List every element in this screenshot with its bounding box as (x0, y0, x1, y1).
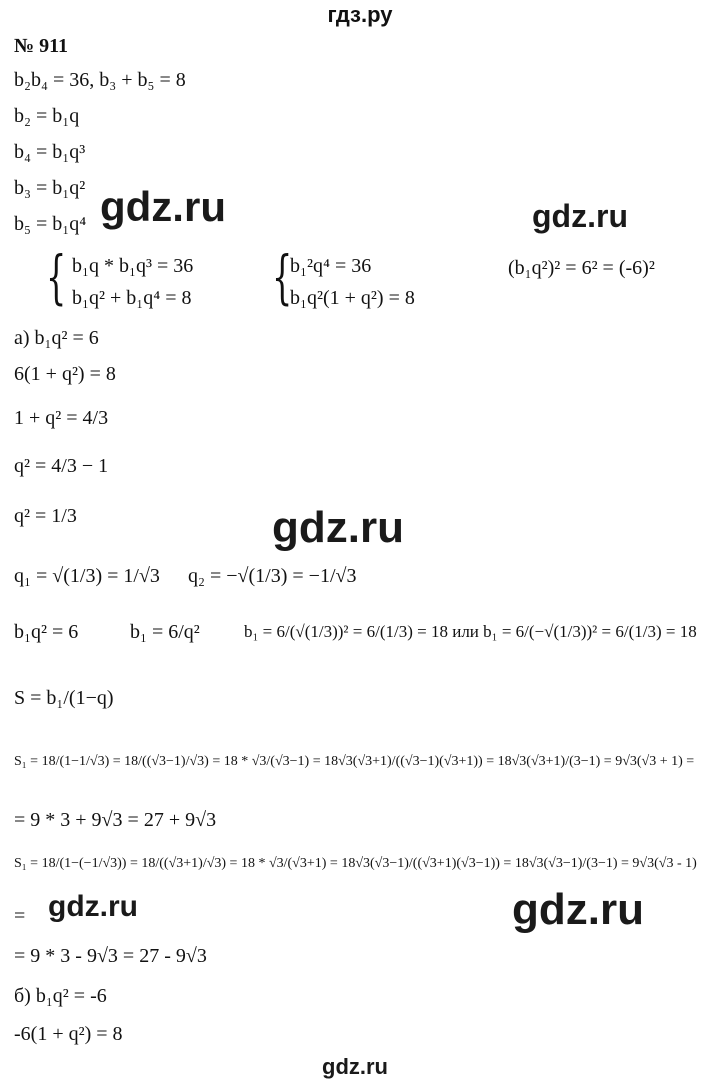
q2-line: q₂ = −√(1/3) = −1/√3 (188, 565, 357, 587)
problem-number: № 911 (14, 35, 68, 57)
b4-line: b₄ = b₁q³ (14, 141, 86, 163)
case-b-line1: б) b₁q² = -6 (14, 985, 107, 1007)
case-a-line3: 1 + q² = 4/3 (14, 407, 109, 429)
watermark: gdz.ru (532, 198, 628, 234)
b5-line: b₅ = b₁q⁴ (14, 213, 87, 235)
watermark: gdz.ru (512, 885, 644, 934)
system1-row1: b₁q * b₁q³ = 36 (72, 255, 194, 277)
system2-row1: b₁²q⁴ = 36 (290, 255, 372, 277)
q1-line: q₁ = √(1/3) = 1/√3 (14, 565, 160, 587)
site-header: гдз.ру (327, 2, 393, 27)
sum1-case-b-result: = 9 * 3 - 9√3 = 27 - 9√3 (14, 945, 207, 967)
system2-row2: b₁q²(1 + q²) = 8 (290, 287, 415, 309)
b1-line-b: b₁ = 6/q² (130, 621, 200, 643)
system1-row2: b₁q² + b₁q⁴ = 8 (72, 287, 192, 309)
sum1-case-b-eq: = (14, 905, 26, 927)
watermark: gdz.ru (100, 183, 226, 230)
square-identity: (b₁q²)² = 6² = (-6)² (508, 257, 655, 279)
case-a-line5: q² = 1/3 (14, 505, 77, 527)
system-brace-2: { (272, 243, 293, 311)
sum1-case-a-result: = 9 * 3 + 9√3 = 27 + 9√3 (14, 809, 217, 831)
system-brace-1: { (46, 243, 67, 311)
watermark: gdz.ru (272, 503, 404, 552)
sum1-case-b: S₁ = 18/(1−(−1/√3)) = 18/((√3+1)/√3) = 18 * √3/(√3+1) = 18√3(√3−1)/((√3+1)(√3−1)) = 18√3(√3−1)/(3−1) = 9√3(√3 - 1) (14, 856, 697, 871)
given-line: b₂b₄ = 36, b₃ + b₅ = 8 (14, 69, 186, 91)
case-a-line2: 6(1 + q²) = 8 (14, 363, 116, 385)
case-a-line4: q² = 4/3 − 1 (14, 455, 109, 477)
sum-formula: S = b₁/(1−q) (14, 687, 114, 709)
b2-line: b₂ = b₁q (14, 105, 80, 127)
b3-line: b₃ = b₁q² (14, 177, 86, 199)
b1-line-c: b₁ = 6/(√(1/3))² = 6/(1/3) = 18 или b₁ = 6/(−√(1/3))² = 6/(1/3) = 18 (244, 622, 697, 641)
watermark: gdz.ru (322, 1054, 388, 1079)
case-a-line1: а) b₁q² = 6 (14, 327, 99, 349)
sum1-case-a: S₁ = 18/(1−1/√3) = 18/((√3−1)/√3) = 18 * √3/(√3−1) = 18√3(√3+1)/((√3−1)(√3+1)) = 18√3(√3+1)/(3−1) = 9√3(√3 + 1) = (14, 754, 695, 769)
case-b-line2: -6(1 + q²) = 8 (14, 1023, 123, 1045)
b1-line-a: b₁q² = 6 (14, 621, 79, 643)
watermark: gdz.ru (48, 890, 138, 923)
